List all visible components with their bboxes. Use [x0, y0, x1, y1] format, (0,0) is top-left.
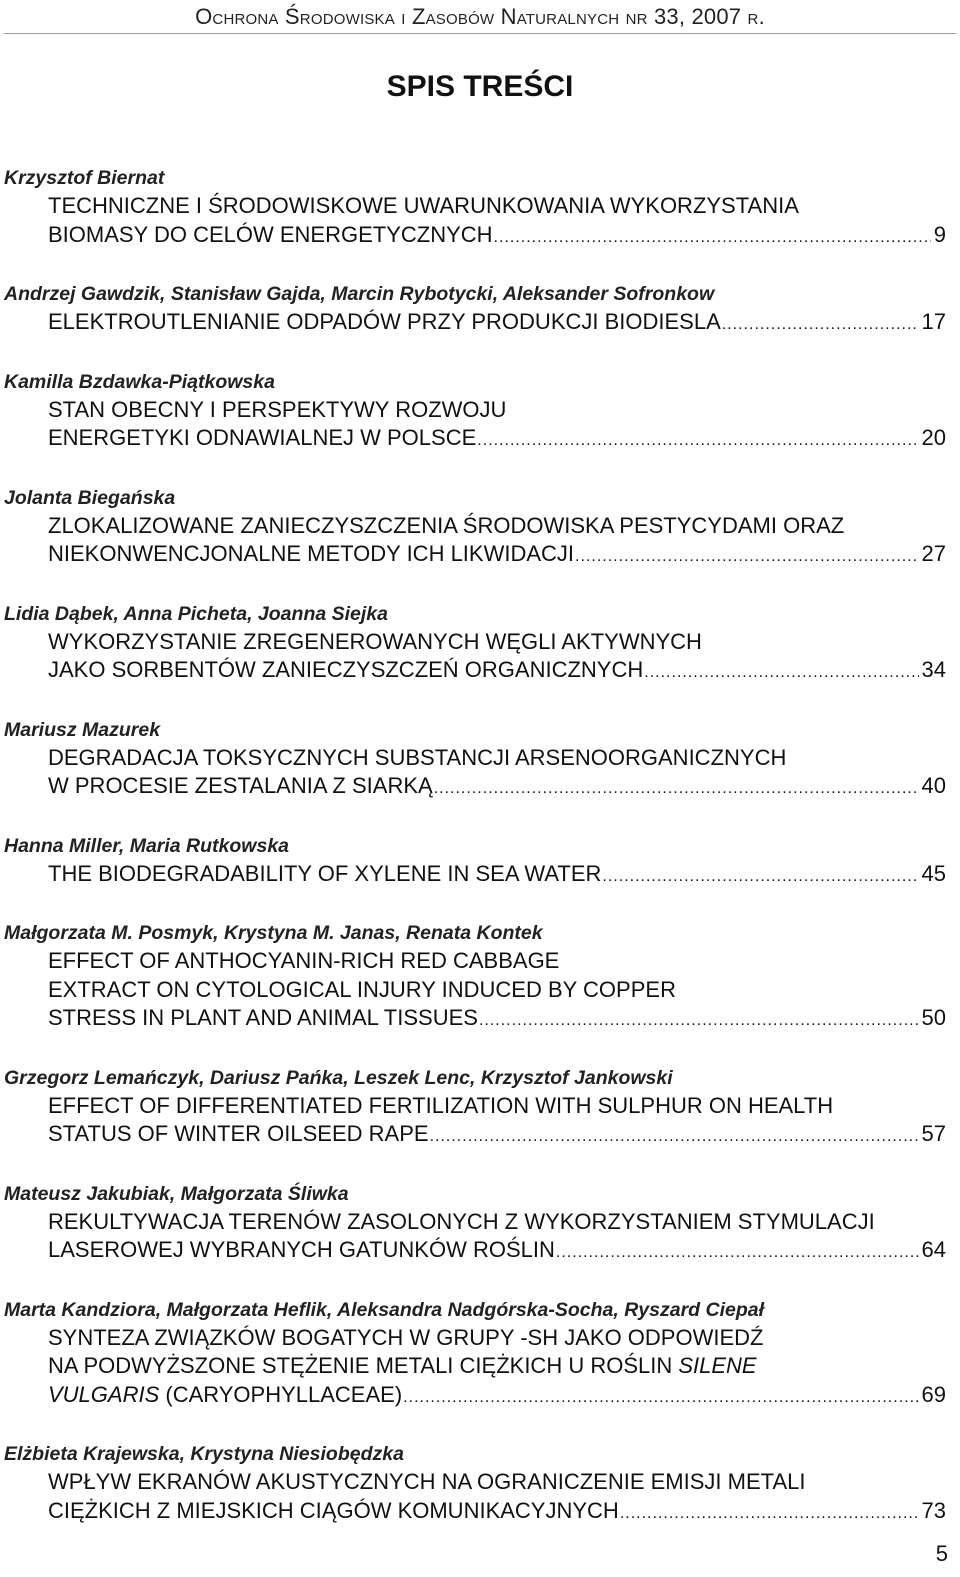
entry-title-line: EXTRACT ON CYTOLOGICAL INJURY INDUCED BY COPPER — [48, 976, 676, 1002]
entry-authors: Jolanta Biegańska — [4, 486, 176, 509]
entry-authors: Grzegorz Lemańczyk, Dariusz Pańka, Leszek Lenc, Krzysztof Jankowski — [4, 1066, 673, 1089]
dot-leader — [620, 1500, 919, 1529]
entry-title-text — [48, 860, 601, 889]
entry-title-segment: NIEKONWENCJONALNE METODY ICH LIKWIDACJI — [48, 541, 575, 566]
entry-page-number[interactable]: 34 — [921, 657, 946, 682]
toc-entry[interactable] — [4, 1296, 946, 1413]
dot-leader — [434, 775, 919, 804]
entry-authors: Kamilla Bzdawka-Piątkowska — [4, 370, 275, 393]
entry-page-number[interactable]: 17 — [921, 309, 946, 334]
running-header-part: 33, 2007 — [653, 4, 742, 29]
entry-title-line: SYNTEZA ZWIĄZKÓW BOGATYCH W GRUPY -SH JAKO ODPOWIEDŹ — [48, 1324, 764, 1350]
entry-page-number[interactable]: 40 — [921, 773, 946, 798]
entry-title-text — [48, 656, 643, 685]
entry-authors: Elżbieta Krajewska, Krystyna Niesiobędzka — [4, 1443, 404, 1465]
toc-entry[interactable] — [4, 164, 946, 252]
dot-leader — [430, 1123, 919, 1152]
entry-page-number[interactable]: 9 — [933, 221, 946, 247]
entry-authors: Małgorzata M. Posmyk, Krystyna M. Janas, Renata Kontek — [4, 922, 543, 944]
entry-title-last-line — [48, 1497, 946, 1529]
toc-entry[interactable] — [4, 1180, 946, 1268]
entry-title-last-line — [48, 860, 946, 892]
running-header — [0, 4, 960, 30]
dot-leader — [722, 311, 919, 340]
entry-authors: Mateusz Jakubiak, Małgorzata Śliwka — [4, 1182, 349, 1205]
entry-authors: Marta Kandziora, Małgorzata Heflik, Aleksandra Nadgórska-Socha, Ryszard Ciepał — [4, 1298, 765, 1321]
entry-title-line: EFFECT OF DIFFERENTIATED FERTILIZATION WITH SULPHUR ON HEALTH — [48, 1092, 834, 1118]
entry-title-last-line — [48, 1236, 946, 1268]
entry-title-segment: ELEKTROUTLENIANIE ODPADÓW PRZY PRODUKCJI BIODIESLA — [48, 309, 721, 334]
toc-entry[interactable] — [4, 832, 946, 892]
entry-page-number[interactable]: 45 — [921, 860, 946, 886]
entry-title-segment: LASEROWEJ WYBRANYCH GATUNKÓW ROŚLIN — [48, 1237, 555, 1262]
entry-title-last-line — [48, 540, 946, 572]
entry-title-text — [48, 1004, 478, 1033]
entry-title-segment: STATUS OF WINTER OILSEED RAPE — [48, 1121, 429, 1146]
entry-title-segment: (CARYOPHYLLACEAE) — [159, 1381, 403, 1407]
entry-page-number[interactable]: 64 — [921, 1237, 946, 1262]
table-of-contents — [4, 164, 946, 1556]
entry-title-text — [48, 308, 721, 337]
dot-leader — [644, 659, 918, 688]
entry-authors: Lidia Dąbek, Anna Picheta, Joanna Siejka — [4, 602, 388, 625]
entry-title-last-line — [48, 308, 946, 340]
entry-title-line: TECHNICZNE I ŚRODOWISKOWE UWARUNKOWANIA WYKORZYSTANIA — [48, 193, 799, 218]
entry-title-line: WYKORZYSTANIE ZREGENEROWANYCH WĘGLI AKTYWNYCH — [48, 628, 702, 654]
entry-title-last-line — [48, 656, 946, 688]
entry-page-number[interactable]: 57 — [921, 1121, 946, 1146]
entry-title-last-line — [48, 424, 946, 456]
entry-title-last-line — [48, 772, 946, 804]
entry-title-segment: ENERGETYKI ODNAWIALNEJ W POLSCE — [48, 425, 477, 450]
entry-title-text — [48, 221, 493, 250]
entry-title-last-line — [48, 1004, 946, 1036]
entry-title-line: WPŁYW EKRANÓW AKUSTYCZNYCH NA OGRANICZENIE EMISJI METALI — [48, 1469, 806, 1494]
entry-title-segment: CIĘŻKICH Z MIEJSKICH CIĄGÓW KOMUNIKACYJNYCH — [48, 1497, 619, 1523]
entry-page-number[interactable]: 20 — [921, 425, 946, 450]
entry-title-text — [48, 540, 574, 569]
dot-leader — [602, 863, 918, 892]
dot-leader — [403, 1384, 918, 1413]
dot-leader — [575, 543, 918, 572]
entry-page-number[interactable]: 69 — [921, 1381, 946, 1407]
entry-authors: Krzysztof Biernat — [4, 167, 165, 189]
entry-title-segment: THE BIODEGRADABILITY OF XYLENE IN SEA WATER — [48, 860, 602, 886]
entry-title-line: ZLOKALIZOWANE ZANIECZYSZCZENIA ŚRODOWISKA PESTYCYDAMI ORAZ — [48, 512, 845, 538]
species-name: VULGARIS — [48, 1381, 160, 1407]
entry-authors: Mariusz Mazurek — [4, 718, 161, 741]
dot-leader — [479, 1007, 919, 1036]
entry-title-text — [48, 1381, 402, 1410]
entry-page-number[interactable]: 27 — [921, 541, 946, 566]
header-rule — [4, 33, 956, 34]
toc-entry[interactable] — [4, 280, 946, 340]
entry-authors: Hanna Miller, Maria Rutkowska — [4, 834, 290, 857]
entry-title-segment: STRESS IN PLANT AND ANIMAL TISSUES — [48, 1005, 478, 1030]
entry-title-text — [48, 1120, 429, 1149]
page-number: 5 — [935, 1541, 948, 1566]
running-header-part: nr — [619, 4, 654, 29]
running-header-part: Ochrona Środowiska i Zasobów Naturalnych — [195, 4, 620, 29]
toc-entry[interactable] — [4, 716, 946, 804]
page-title: SPIS TREŚCI — [386, 70, 574, 103]
entry-title-line: REKULTYWACJA TERENÓW ZASOLONYCH Z WYKORZYSTANIEM STYMULACJI — [48, 1208, 875, 1234]
entry-title-line: STAN OBECNY I PERSPEKTYWY ROZWOJU — [48, 396, 507, 422]
toc-entry[interactable] — [4, 484, 946, 572]
toc-entry[interactable] — [4, 919, 946, 1036]
entry-title-text: NA PODWYŻSZONE STĘŻENIE METALI CIĘŻKICH U ROŚLIN — [48, 1353, 679, 1378]
toc-entry[interactable] — [4, 600, 946, 688]
species-name: SILENE — [678, 1353, 757, 1378]
entry-title-line: DEGRADACJA TOKSYCZNYCH SUBSTANCJI ARSENOORGANICZNYCH — [48, 744, 787, 770]
toc-entry[interactable] — [4, 1440, 946, 1528]
dot-leader — [477, 427, 918, 456]
dot-leader — [556, 1239, 919, 1268]
running-header-part: r. — [741, 4, 765, 29]
entry-title-text — [48, 1497, 619, 1526]
entry-title-text — [48, 772, 433, 801]
entry-title-line: EFFECT OF ANTHOCYANIN-RICH RED CABBAGE — [48, 948, 560, 973]
dot-leader — [494, 224, 931, 253]
toc-entry[interactable] — [4, 368, 946, 456]
entry-title-last-line — [48, 1381, 946, 1413]
entry-title-segment: W PROCESIE ZESTALANIA Z SIARKĄ — [48, 773, 433, 798]
entry-title-last-line — [48, 221, 946, 253]
entry-title-last-line — [48, 1120, 946, 1152]
entry-page-number[interactable]: 73 — [921, 1497, 946, 1523]
entry-title-segment: BIOMASY DO CELÓW ENERGETYCZNYCH — [48, 221, 493, 247]
entry-title-text — [48, 1236, 555, 1265]
entry-page-number[interactable]: 50 — [921, 1005, 946, 1030]
entry-title-line — [48, 1352, 946, 1381]
toc-entry[interactable] — [4, 1064, 946, 1152]
entry-title-text — [48, 424, 476, 453]
entry-authors: Andrzej Gawdzik, Stanisław Gajda, Marcin Rybotycki, Aleksander Sofronkow — [4, 283, 715, 305]
entry-title-segment: JAKO SORBENTÓW ZANIECZYSZCZEŃ ORGANICZNYCH — [48, 657, 644, 682]
